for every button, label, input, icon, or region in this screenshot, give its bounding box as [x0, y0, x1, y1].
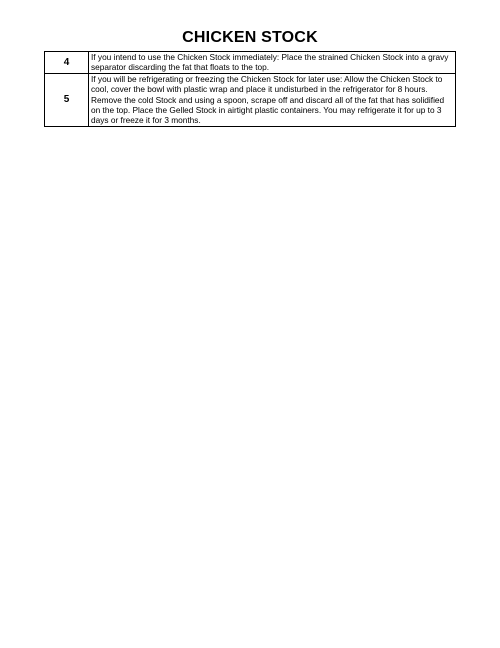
- steps-table: [44, 51, 456, 127]
- step-text: If you will be refrigerating or freezing the Chicken Stock for later use: Allow the Chicken Stock to cool, cover the bowl with plastic wrap and place it undisturbed in the refrigerator for 8 hours. Remove the cold Stock and using a spoon, scrape off and discard all of the fat that has solidified on the top. Place the Gelled Stock in airtight plastic containers. You may refrigerate it for up to 3 days or freeze it for 3 months.: [89, 73, 456, 126]
- step-text: If you intend to use the Chicken Stock immediately: Place the strained Chicken Stock into a gravy separator discarding the fat that floats to the top.: [89, 52, 456, 74]
- page-title: CHICKEN STOCK: [182, 29, 318, 46]
- step-number: 5: [45, 73, 89, 126]
- step-row: [45, 73, 456, 126]
- step-number: 4: [45, 52, 89, 74]
- step-row: [45, 52, 456, 74]
